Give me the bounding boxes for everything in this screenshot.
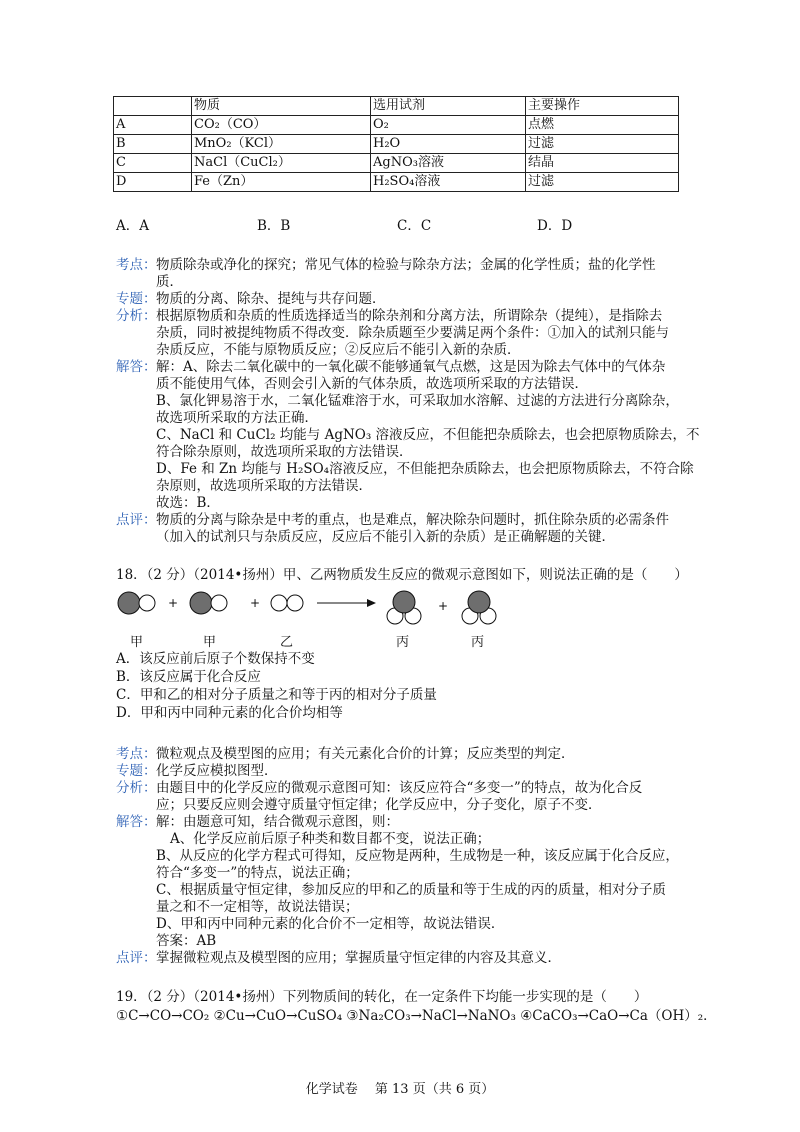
option-c: C．C	[397, 218, 432, 234]
jieda-text: D、Fe 和 Zn 均能与 H₂SO₄溶液反应，不但能把杂质除去，也会把原物质除去，不符合除	[156, 461, 694, 477]
table-cell: 结晶	[526, 154, 679, 173]
jieda-text: 量之和不一定相等，故说法错误；	[156, 899, 359, 915]
table-row	[114, 135, 679, 154]
label-jia-1: 甲	[130, 635, 144, 650]
reaction-arrow	[317, 599, 376, 607]
fenxi-text: 根据原物质和杂质的性质选择适当的除杂剂和分离方法，所谓除杂（提纯），是指除去	[156, 308, 663, 324]
table-cell: AgNO₃溶液	[371, 154, 526, 173]
table-row	[114, 173, 679, 192]
question-19-stem: 19．（2 分）（2014•扬州）下列物质间的转化，在一定条件下均能一步实现的是（ ）	[116, 989, 648, 1005]
zhuanti-text: 物质的分离、除杂、提纯与共存问题．	[156, 291, 386, 307]
jieda-text: 解：由题意可知，结合微观示意图，则：	[156, 814, 399, 830]
molecule-jia-2	[190, 592, 227, 614]
fenxi-text: 应；只要反应则会遵守质量守恒定律；化学反应中，分子变化，原子不变．	[156, 797, 602, 813]
table-cell: Fe（Zn）	[192, 173, 371, 192]
molecule-jia-1	[118, 592, 155, 614]
table-row	[114, 154, 679, 173]
fenxi-text: 杂质，同时被提纯物质不得改变．除杂质题至少要满足两个条件：①加入的试剂只能与	[156, 325, 669, 341]
table-cell: CO₂（CO）	[192, 116, 371, 135]
q18-option-c: C．甲和乙的相对分子质量之和等于丙的相对分子质量	[116, 687, 437, 703]
table-cell: H₂O	[371, 135, 526, 154]
table-cell: H₂SO₄溶液	[371, 173, 526, 192]
table-cell: D	[114, 173, 192, 192]
kaodian-text: 质．	[156, 274, 183, 290]
table-cell	[114, 97, 192, 116]
jieda-text: 杂原则，故选项所采取的方法错误．	[156, 478, 372, 494]
zhuanti-text: 化学反应模拟图型．	[156, 763, 278, 779]
jieda-text: D、甲和丙中同种元素的化合价不一定相等，故说法错误．	[156, 916, 505, 932]
table-cell: 过滤	[526, 173, 679, 192]
table-row	[114, 116, 679, 135]
option-b: B．B	[257, 218, 291, 234]
table-cell: MnO₂（KCl）	[192, 135, 371, 154]
jieda-text: 质不能使用气体，否则会引入新的气体杂质，故选项所采取的方法错误．	[156, 376, 588, 392]
jieda-text: 故选项所采取的方法正确．	[156, 410, 318, 426]
jieda-text: 故选：B．	[156, 495, 220, 511]
fenxi-label: 分析：	[116, 780, 157, 796]
dianping-label: 点评：	[116, 950, 157, 966]
q18-option-b: B．该反应属于化合反应	[116, 669, 261, 685]
table-cell: 主要操作	[526, 97, 679, 116]
jieda-text: B、氯化钾易溶于水，二氧化锰难溶于水，可采取加水溶解、过滤的方法进行分离除杂，	[156, 393, 679, 409]
fenxi-label: 分析：	[116, 308, 157, 324]
q18-option-a: A．该反应前后原子个数保持不变	[116, 651, 315, 667]
molecule-bing-1	[387, 591, 421, 624]
fenxi-text: 由题目中的化学反应的微观示意图可知：该反应符合“多变一”的特点，故为化合反	[156, 780, 643, 796]
jieda-text: B、从反应的化学方程式可得知，反应物是两种，生成物是一种，该反应属于化合反应，	[156, 848, 679, 864]
molecule-bing-2	[462, 591, 496, 624]
options-table	[113, 96, 679, 192]
table-cell: NaCl（CuCl₂）	[192, 154, 371, 173]
dianping-text: （加入的试剂只与杂质反应，反应后不能引入新的杂质）是正确解题的关键．	[156, 529, 615, 545]
table-cell: 选用试剂	[371, 97, 526, 116]
jieda-text: A、化学反应前后原子种类和数目都不变，说法正确；	[170, 831, 491, 847]
kaodian-text: 物质除杂或净化的探究；常见气体的检验与除杂方法；金属的化学性质；盐的化学性	[156, 257, 656, 273]
table-cell: 物质	[192, 97, 371, 116]
page-footer: 化学试卷 第 13 页（共 6 页）	[305, 1082, 495, 1097]
plus-sign: +	[438, 599, 449, 613]
dianping-label: 点评：	[116, 512, 157, 528]
table-cell: O₂	[371, 116, 526, 135]
jieda-text: 符合“多变一”的特点，说法正确；	[156, 865, 359, 881]
label-jia-2: 甲	[203, 635, 217, 650]
table-cell: 过滤	[526, 135, 679, 154]
q18-option-d: D．甲和丙中同种元素的化合价均相等	[116, 705, 343, 721]
kaodian-text: 微粒观点及模型图的应用；有关元素化合价的计算；反应类型的判定．	[156, 746, 575, 762]
option-d: D．D	[537, 218, 573, 234]
table-header-row	[114, 97, 679, 116]
table-cell: C	[114, 154, 192, 173]
label-yi: 乙	[280, 635, 294, 650]
table-cell: B	[114, 135, 192, 154]
question-19-options: ①C→CO→CO₂ ②Cu→CuO→CuSO₄ ③Na₂CO₃→NaCl→NaNO₃ ④CaCO₃→CaO→Ca（OH）₂．	[116, 1008, 717, 1024]
jieda-label: 解答：	[116, 359, 157, 375]
plus-sign: +	[250, 596, 261, 610]
jieda-text: 答案：AB	[156, 933, 217, 949]
zhuanti-label: 专题：	[116, 291, 157, 307]
dianping-text: 掌握微粒观点及模型图的应用；掌握质量守恒定律的内容及其意义．	[156, 950, 561, 966]
jieda-label: 解答：	[116, 814, 157, 830]
question-18-stem: 18．（2 分）（2014•扬州）甲、乙两物质发生反应的微观示意图如下，则说法正确的是（ ）	[116, 567, 688, 583]
label-bing-2: 丙	[471, 635, 485, 650]
plus-sign: +	[168, 596, 179, 610]
table-cell: 点燃	[526, 116, 679, 135]
jieda-text: 符合除杂原则，故选项所采取的方法错误．	[156, 444, 413, 460]
label-bing-1: 丙	[396, 635, 410, 650]
dianping-text: 物质的分离与除杂是中考的重点，也是难点，解决除杂问题时，抓住除杂质的必需条件	[156, 512, 669, 528]
reaction-diagram	[112, 586, 532, 652]
jieda-text: 解：A、除去二氧化碳中的一氧化碳不能够通氧气点燃，这是因为除去气体中的气体杂	[156, 359, 666, 375]
fenxi-text: 杂质反应，不能与原物质反应；②反应后不能引入新的杂质．	[156, 342, 521, 358]
table-cell: A	[114, 116, 192, 135]
kaodian-label: 考点：	[116, 746, 157, 762]
zhuanti-label: 专题：	[116, 763, 157, 779]
jieda-text: C、NaCl 和 CuCl₂ 均能与 AgNO₃ 溶液反应，不但能把杂质除去，也会把原物质除去，不	[156, 427, 700, 443]
jieda-text: C、根据质量守恒定律，参加反应的甲和乙的质量和等于生成的丙的质量，相对分子质	[156, 882, 666, 898]
option-a: A．A	[116, 218, 149, 234]
molecule-yi	[271, 595, 303, 611]
kaodian-label: 考点：	[116, 257, 157, 273]
